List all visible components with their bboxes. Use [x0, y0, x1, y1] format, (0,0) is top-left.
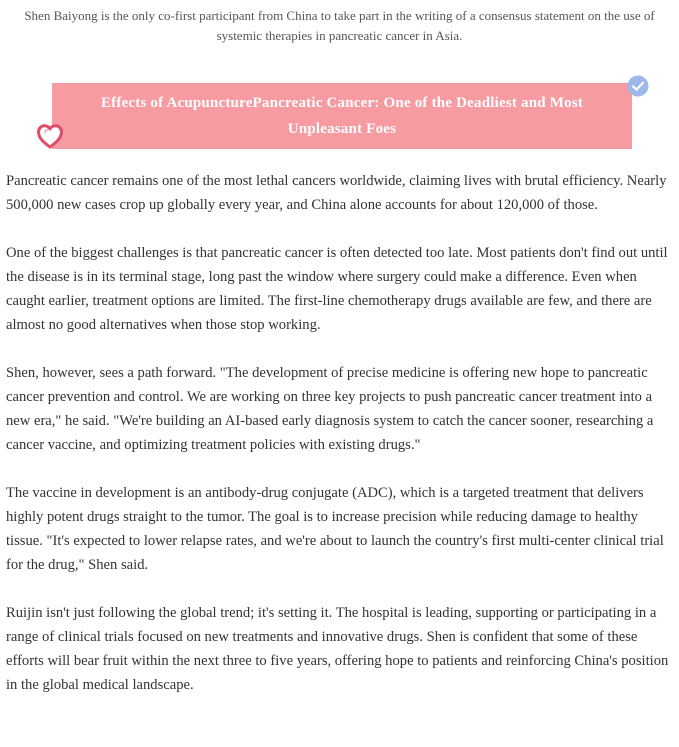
- photo-caption: Shen Baiyong is the only co-first participant from China to take part in the writing of a consensus statement on the use of systemic therapies in pancreatic cancer in Asia.: [24, 8, 655, 43]
- heart-icon: [34, 120, 66, 152]
- section-title: Effects of AcupuncturePancreatic Cancer: One of the Deadliest and Most Unpleasant Foes: [100, 95, 584, 137]
- article-paragraph: Pancreatic cancer remains one of the most lethal cancers worldwide, claiming lives with brutal efficiency. Nearly 500,000 new cases crop up globally every year, and China alone accounts for about 120,000 of those.: [6, 173, 667, 213]
- article-paragraph: Ruijin isn't just following the global trend; it's setting it. The hospital is leading, supporting or participating in a range of clinical trials focused on new treatments and innovative drugs. Shen is confident that some of these efforts will bear fruit within the next three to five years, offering hope to patients and reinforcing China's position in the global medical landscape.: [6, 605, 669, 693]
- section-banner: [52, 83, 632, 149]
- article-paragraph: One of the biggest challenges is that pancreatic cancer is often detected too late. Most patients don't find out until the disease is in its terminal stage, long past the window where surgery could make a difference. Even when caught earlier, treatment options are limited. The first-line chemotherapy drugs available are few, and there are almost no good alternatives when those stop working.: [6, 245, 668, 333]
- article-body: [6, 169, 674, 721]
- check-badge-icon: [627, 75, 649, 97]
- article-paragraph: Shen, however, sees a path forward. "The development of precise medicine is offering new hope to pancreatic cancer prevention and control. We are working on three key projects to push pancreatic cancer treatment into a new era," he said. "We're building an AI-based early diagnosis system to catch the cancer sooner, researching a cancer vaccine, and optimizing treatment policies with existing drugs.": [6, 365, 654, 453]
- article-paragraph: The vaccine in development is an antibody-drug conjugate (ADC), which is a targeted treatment that delivers highly potent drugs straight to the tumor. The goal is to increase precision while reducing damage to healthy tissue. "It's expected to lower relapse rates, and we're about to launch the country's first multi-center clinical trial for the drug," Shen said.: [6, 485, 664, 573]
